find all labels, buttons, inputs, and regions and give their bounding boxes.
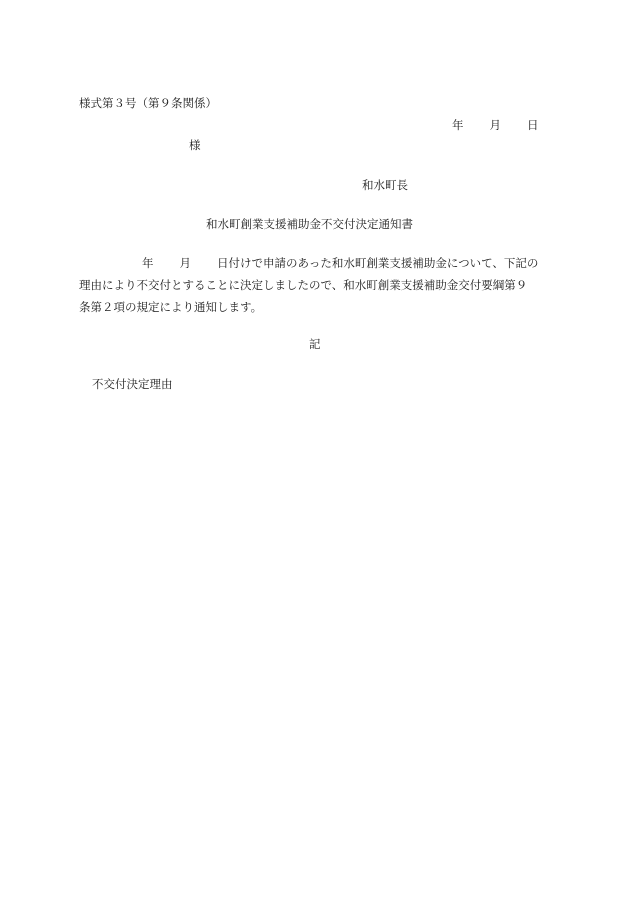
- form-number: 様式第３号（第９条関係）: [79, 96, 217, 110]
- body-paragraph: [79, 258, 554, 324]
- body-date-year: 年: [142, 256, 154, 270]
- addressee-suffix: 様: [189, 138, 201, 152]
- body-date-month: 月: [179, 256, 191, 270]
- ki-heading: 記: [309, 337, 321, 351]
- document-title: 和水町創業支援補助金不交付決定通知書: [206, 217, 413, 231]
- reason-heading: 不交付決定理由: [92, 377, 173, 391]
- date-month-label: 月: [489, 118, 501, 132]
- body-line-1-text: 日付けで申請のあった和水町創業支援補助金について、下記の: [217, 256, 539, 270]
- date-line: [452, 120, 539, 132]
- body-line-1: [79, 258, 554, 280]
- body-line-3: 条第２項の規定により通知します。: [79, 300, 263, 314]
- body-line-2: 理由により不交付とすることに決定しましたので、和水町創業支援補助金交付要綱第９: [79, 278, 528, 292]
- date-day-label: 日: [527, 118, 539, 132]
- issuer-name: 和水町長: [362, 178, 408, 192]
- date-year-label: 年: [452, 118, 464, 132]
